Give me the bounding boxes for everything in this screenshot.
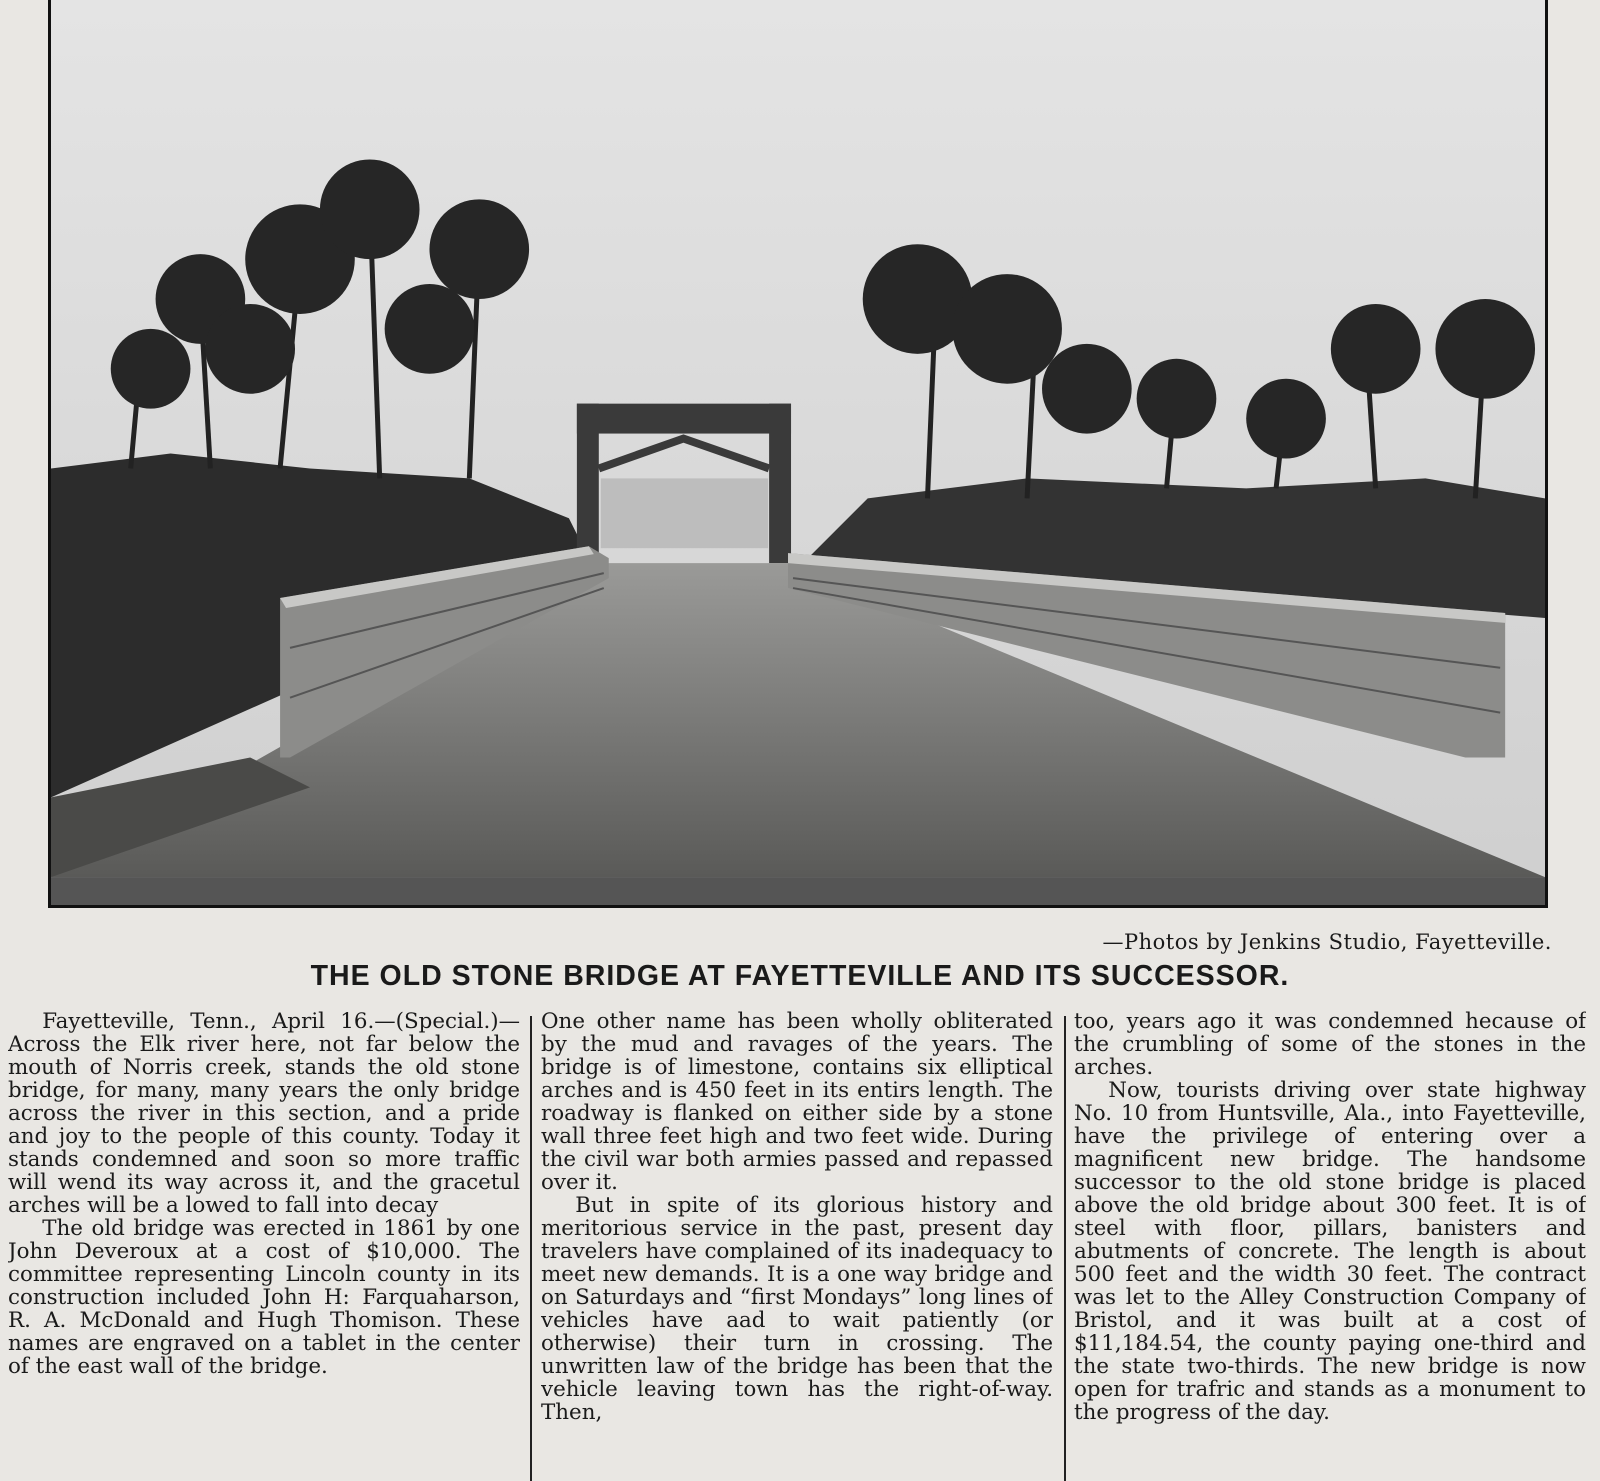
article-column-1 [8,1010,520,1481]
article-paragraph: The old bridge was erected in 1861 by one John Deveroux at a cost of $10,000. The committee representing Lincoln county in its construction included John H: Farquaharson, R. A. McDonald and Hugh Thomison. These names are engraved on a tablet in the center of the east wall of the bridge. [8,1216,520,1379]
column-divider [530,1016,532,1481]
article-paragraph: Fayetteville, Tenn., April 16.—(Special.)—Across the Elk river here, not far below the mouth of Norris creek, stands the old stone bridge, for many, many years the only bridge across the river in this section, and a pride and joy to the people of this county. Today it stands condemned and soon so more traffic will wend its way across it, and the gracetul arches will be a lowed to fall into decay [8,1010,520,1218]
column-divider [1064,1016,1066,1481]
article-column-2 [541,1010,1053,1481]
photo-credit: —Photos by Jenkins Studio, Fayetteville. [1102,930,1552,954]
bridge-photo [48,0,1548,908]
article-paragraph: Now, tourists driving over state highway No. 10 from Huntsville, Ala., into Fayetteville, have the privilege of entering over a magnificent new bridge. The handsome successor to the old stone bridge is placed above the old bridge about 300 feet. It is of steel with floor, pillars, banisters and abutments of concrete. The length is about 500 feet and the width 30 feet. The contract was let to the Alley Construction Company of Bristol, and it was built at a cost of $11,184.54, the county paying one-third and the state two-thirds. The new bridge is now open for trafric and stands as a monument to the progress of the day. [1074,1078,1586,1425]
article-column-3 [1074,1010,1586,1481]
article-paragraph: But in spite of its glorious history and meritorious service in the past, present day travelers have complained of its inadequacy to meet new demands. It is a one way bridge and on Saturdays and “first Mondays” long lines of vehicles have aad to wait patiently (or otherwise) their turn in crossing. The unwritten law of the bridge has been that the vehicle leaving town has the right-of-way. Then, [541,1193,1053,1425]
bridge-photo-illustration [51,0,1545,905]
article-paragraph: One other name has been wholly obliterated by the mud and ravages of the years. The bridge is of limestone, contains six elliptical arches and is 450 feet in its entirs length. The roadway is flanked on either side by a stone wall three feet high and two feet wide. During the civil war both armies passed and repassed over it. [541,1010,1053,1195]
headline: THE OLD STONE BRIDGE AT FAYETTEVILLE AND ITS SUCCESSOR. [310,960,1290,992]
article-paragraph: too, years ago it was condemned hecause of the crumbling of some of the stones in the arches. [1074,1010,1586,1080]
